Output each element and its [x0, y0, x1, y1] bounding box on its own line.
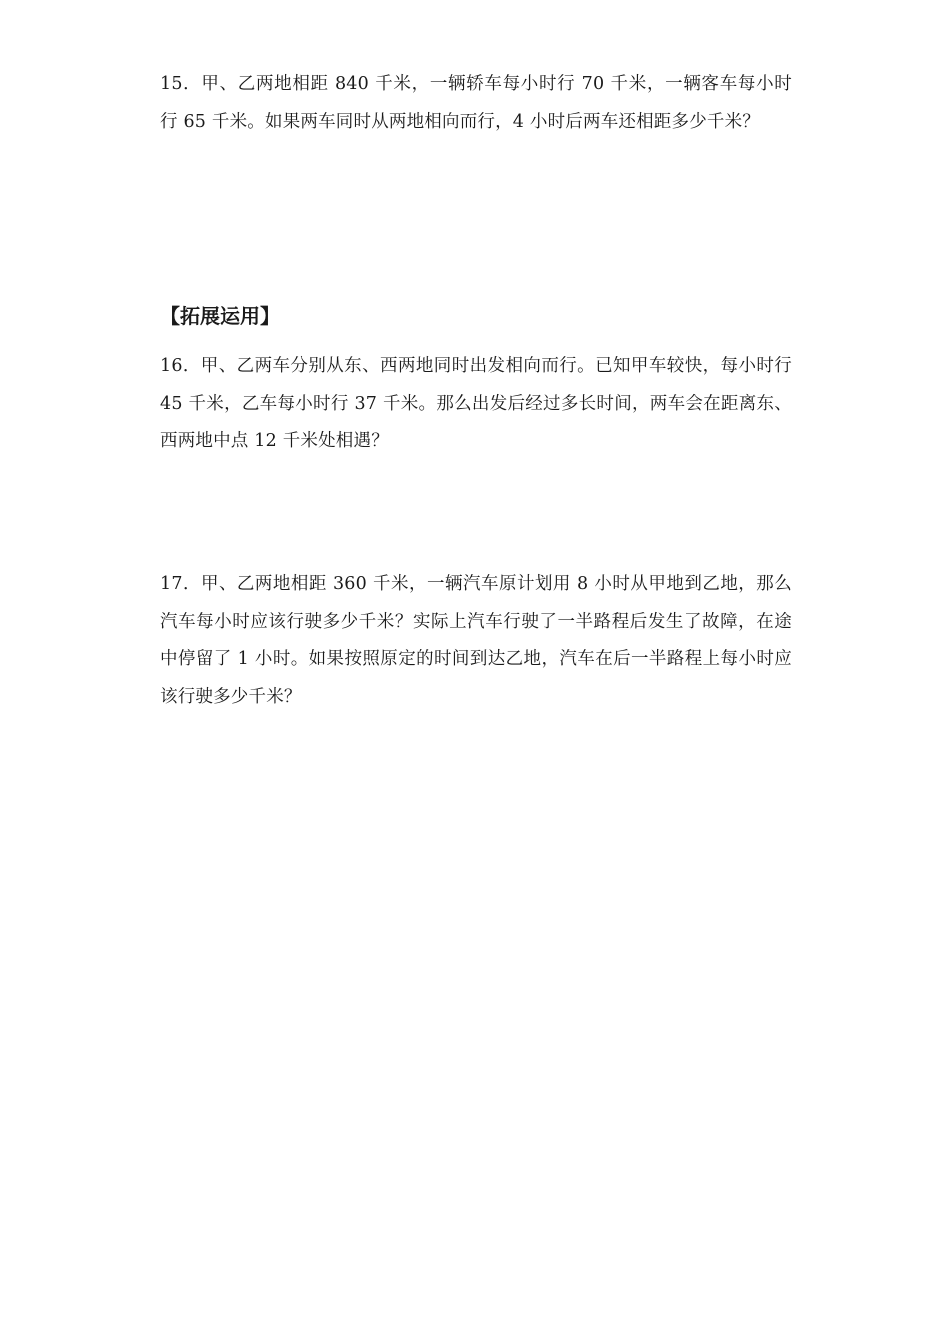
problem-16: 16．甲、乙两车分别从东、西两地同时出发相向而行。已知甲车较快，每小时行 45 千米，乙车每小时行 37 千米。那么出发后经过多长时间，两车会在距离东、西两地中点 12 千米处相遇？: [160, 356, 792, 451]
problem-17: 17．甲、乙两地相距 360 千米，一辆汽车原计划用 8 小时从甲地到乙地，那么汽车每小时应该行驶多少千米？实际上汽车行驶了一半路程后发生了故障，在途中停留了 1 小时。如果按照原定的时间到达乙地，汽车在后一半路程上每小时应该行驶多少千米？: [160, 574, 792, 707]
section-heading-extension: 【拓展运用】: [160, 304, 280, 328]
problem-15: 15．甲、乙两地相距 840 千米，一辆轿车每小时行 70 千米，一辆客车每小时行 65 千米。如果两车同时从两地相向而行，4 小时后两车还相距多少千米？: [160, 74, 792, 132]
